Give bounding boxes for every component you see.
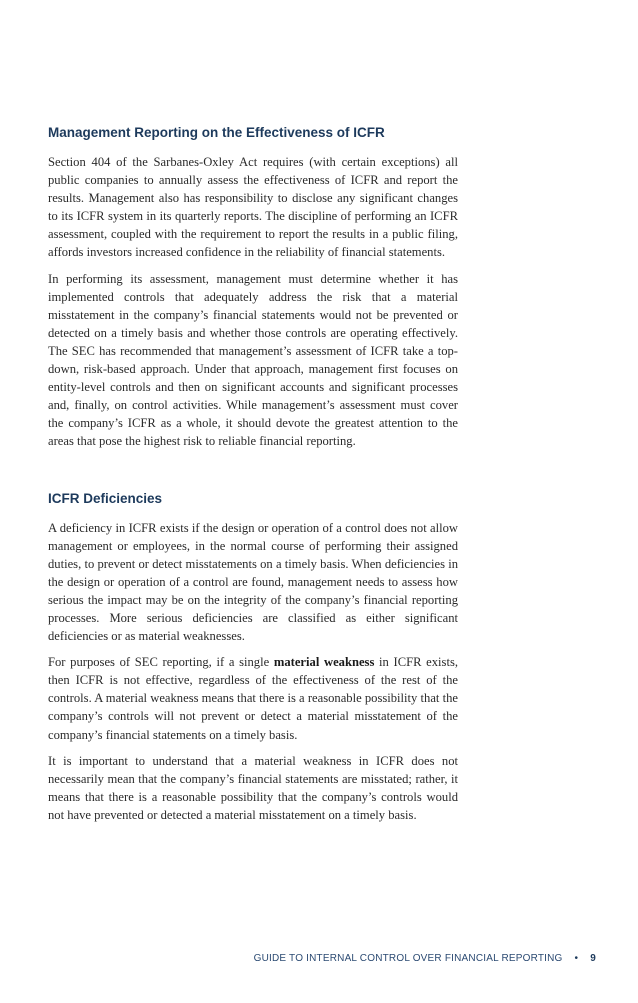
page-number: 9 bbox=[590, 953, 596, 964]
paragraph-text: in ICFR exists, then ICFR is not effective, regardless of the effectiveness of the rest of the controls. A material weakness means that there is a reasonable possibility that the company’s controls will not prevent or detect a material misstatement of the company’s financial statements on a timely basis. bbox=[48, 655, 458, 742]
section-heading-management-reporting: Management Reporting on the Effectiveness of ICFR bbox=[48, 125, 385, 140]
page-footer bbox=[254, 953, 596, 964]
paragraph: It is important to understand that a material weakness in ICFR does not necessarily mean that the company’s financial statements are misstated; rather, it means that there is a reasonable possibility that the company’s controls would not have prevented or detected a material misstatement on a timely basis. bbox=[48, 753, 458, 822]
page-content bbox=[48, 124, 458, 832]
paragraph: In performing its assessment, management must determine whether it has implemented controls that adequately address the risk that a material misstatement in the company’s financial statements would not be prevented or detected on a timely basis and whether those controls are operating effectively. The SEC has recommended that management’s assessment of ICFR take a top-down, risk-based approach. Under that approach, management first focuses on entity-level controls and then on significant accounts and significant processes and, finally, on control activities. While management’s assessment must cover the company’s ICFR as a whole, it should devote the greatest attention to the areas that pose the highest risk to reliable financial reporting. bbox=[48, 271, 458, 449]
footer-title: GUIDE TO INTERNAL CONTROL OVER FINANCIAL REPORTING bbox=[253, 953, 563, 964]
paragraph bbox=[48, 653, 458, 743]
footer-bullet: • bbox=[574, 953, 579, 964]
paragraph: Section 404 of the Sarbanes-Oxley Act requires (with certain exceptions) all public companies to annually assess the effectiveness of ICFR and report the results. Management also has responsibility to disclose any significant changes to its ICFR system in its quarterly reports. The discipline of performing an ICFR assessment, coupled with the requirement to report the results in a public filing, affords investors increased confidence in the reliability of financial statements. bbox=[48, 155, 458, 260]
paragraph-text: For purposes of SEC reporting, if a single bbox=[48, 655, 274, 670]
bold-term-material-weakness: material weakness bbox=[273, 655, 375, 670]
paragraph: A deficiency in ICFR exists if the design or operation of a control does not allow management or employees, in the normal course of performing their assigned duties, to prevent or detect misstatements on a timely basis. When deficiencies in the design or operation of a control are found, management needs to assess how serious the impact may be on the integrity of the company’s financial reporting processes. More serious deficiencies are classified as either significant deficiencies or as material weaknesses. bbox=[48, 520, 458, 644]
section-heading-icfr-deficiencies: ICFR Deficiencies bbox=[48, 490, 163, 506]
